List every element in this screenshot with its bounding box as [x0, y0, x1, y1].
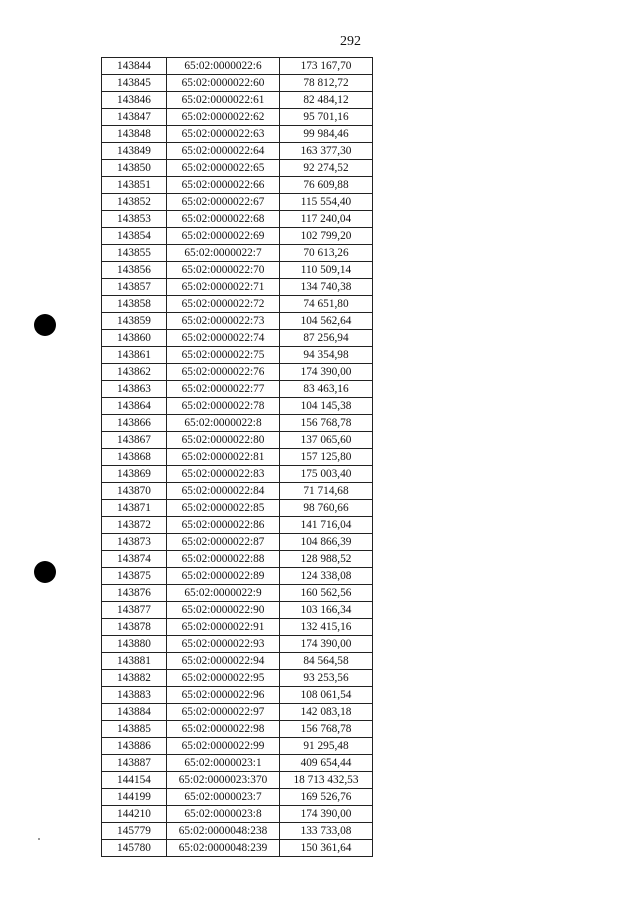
table-row: [102, 500, 373, 517]
cadastral-number-cell: 65:02:0000022:75: [167, 347, 280, 364]
row-number-cell: 143868: [102, 449, 167, 466]
row-number-cell: 143864: [102, 398, 167, 415]
table-row: [102, 687, 373, 704]
table-row: [102, 670, 373, 687]
binder-hole: [34, 314, 56, 336]
row-number-cell: 144154: [102, 772, 167, 789]
value-cell: 137 065,60: [280, 432, 373, 449]
table-row: [102, 126, 373, 143]
row-number-cell: 143885: [102, 721, 167, 738]
table-row: [102, 738, 373, 755]
table-row: [102, 381, 373, 398]
table-row: [102, 313, 373, 330]
table-row: [102, 704, 373, 721]
cadastral-number-cell: 65:02:0000022:62: [167, 109, 280, 126]
table-row: [102, 296, 373, 313]
table-row: [102, 772, 373, 789]
table-row: [102, 245, 373, 262]
scan-speck: [38, 838, 40, 840]
row-number-cell: 143852: [102, 194, 167, 211]
row-number-cell: 143846: [102, 92, 167, 109]
row-number-cell: 143863: [102, 381, 167, 398]
cadastral-number-cell: 65:02:0000023:8: [167, 806, 280, 823]
cadastral-number-cell: 65:02:0000022:87: [167, 534, 280, 551]
row-number-cell: 143880: [102, 636, 167, 653]
row-number-cell: 143849: [102, 143, 167, 160]
value-cell: 82 484,12: [280, 92, 373, 109]
value-cell: 173 167,70: [280, 58, 373, 75]
cadastral-number-cell: 65:02:0000022:93: [167, 636, 280, 653]
value-cell: 142 083,18: [280, 704, 373, 721]
value-cell: 128 988,52: [280, 551, 373, 568]
cadastral-number-cell: 65:02:0000022:70: [167, 262, 280, 279]
table-row: [102, 109, 373, 126]
table-row: [102, 211, 373, 228]
row-number-cell: 143882: [102, 670, 167, 687]
value-cell: 95 701,16: [280, 109, 373, 126]
value-cell: 175 003,40: [280, 466, 373, 483]
cadastral-number-cell: 65:02:0000022:78: [167, 398, 280, 415]
table-row: [102, 721, 373, 738]
value-cell: 174 390,00: [280, 806, 373, 823]
cadastral-number-cell: 65:02:0000022:96: [167, 687, 280, 704]
value-cell: 174 390,00: [280, 636, 373, 653]
row-number-cell: 143883: [102, 687, 167, 704]
row-number-cell: 143878: [102, 619, 167, 636]
cadastral-number-cell: 65:02:0000022:9: [167, 585, 280, 602]
row-number-cell: 143887: [102, 755, 167, 772]
table-row: [102, 449, 373, 466]
cadastral-number-cell: 65:02:0000022:60: [167, 75, 280, 92]
row-number-cell: 143874: [102, 551, 167, 568]
row-number-cell: 143848: [102, 126, 167, 143]
row-number-cell: 143855: [102, 245, 167, 262]
table-row: [102, 483, 373, 500]
value-cell: 87 256,94: [280, 330, 373, 347]
cadastral-number-cell: 65:02:0000022:95: [167, 670, 280, 687]
value-cell: 133 733,08: [280, 823, 373, 840]
value-cell: 18 713 432,53: [280, 772, 373, 789]
value-cell: 141 716,04: [280, 517, 373, 534]
value-cell: 103 166,34: [280, 602, 373, 619]
row-number-cell: 143851: [102, 177, 167, 194]
value-cell: 76 609,88: [280, 177, 373, 194]
table-row: [102, 636, 373, 653]
table-row: [102, 823, 373, 840]
row-number-cell: 143867: [102, 432, 167, 449]
table-row: [102, 143, 373, 160]
value-cell: 104 145,38: [280, 398, 373, 415]
cadastral-number-cell: 65:02:0000022:67: [167, 194, 280, 211]
value-cell: 115 554,40: [280, 194, 373, 211]
table-row: [102, 398, 373, 415]
value-cell: 110 509,14: [280, 262, 373, 279]
value-cell: 91 295,48: [280, 738, 373, 755]
table-row: [102, 466, 373, 483]
row-number-cell: 143872: [102, 517, 167, 534]
table-row: [102, 177, 373, 194]
table-row: [102, 585, 373, 602]
table-row: [102, 568, 373, 585]
cadastral-number-cell: 65:02:0000022:85: [167, 500, 280, 517]
value-cell: 160 562,56: [280, 585, 373, 602]
cadastral-number-cell: 65:02:0000022:91: [167, 619, 280, 636]
row-number-cell: 145780: [102, 840, 167, 857]
row-number-cell: 143854: [102, 228, 167, 245]
table-row: [102, 619, 373, 636]
table-row: [102, 789, 373, 806]
value-cell: 98 760,66: [280, 500, 373, 517]
cadastral-number-cell: 65:02:0000022:94: [167, 653, 280, 670]
value-cell: 163 377,30: [280, 143, 373, 160]
value-cell: 92 274,52: [280, 160, 373, 177]
value-cell: 156 768,78: [280, 721, 373, 738]
cadastral-number-cell: 65:02:0000022:66: [167, 177, 280, 194]
table-row: [102, 415, 373, 432]
cadastral-number-cell: 65:02:0000048:238: [167, 823, 280, 840]
cadastral-number-cell: 65:02:0000022:83: [167, 466, 280, 483]
cadastral-number-cell: 65:02:0000022:90: [167, 602, 280, 619]
cadastral-number-cell: 65:02:0000022:77: [167, 381, 280, 398]
cadastral-table: [101, 57, 373, 857]
cadastral-number-cell: 65:02:0000022:64: [167, 143, 280, 160]
table-row: [102, 58, 373, 75]
value-cell: 108 061,54: [280, 687, 373, 704]
cadastral-number-cell: 65:02:0000022:76: [167, 364, 280, 381]
table-row: [102, 432, 373, 449]
value-cell: 157 125,80: [280, 449, 373, 466]
row-number-cell: 144210: [102, 806, 167, 823]
page-number: 292: [340, 34, 361, 49]
table-row: [102, 517, 373, 534]
value-cell: 74 651,80: [280, 296, 373, 313]
value-cell: 71 714,68: [280, 483, 373, 500]
value-cell: 104 562,64: [280, 313, 373, 330]
row-number-cell: 144199: [102, 789, 167, 806]
cadastral-number-cell: 65:02:0000022:69: [167, 228, 280, 245]
value-cell: 132 415,16: [280, 619, 373, 636]
row-number-cell: 143871: [102, 500, 167, 517]
cadastral-number-cell: 65:02:0000022:86: [167, 517, 280, 534]
row-number-cell: 145779: [102, 823, 167, 840]
cadastral-number-cell: 65:02:0000022:72: [167, 296, 280, 313]
row-number-cell: 143884: [102, 704, 167, 721]
table-row: [102, 755, 373, 772]
value-cell: 169 526,76: [280, 789, 373, 806]
table-row: [102, 347, 373, 364]
row-number-cell: 143866: [102, 415, 167, 432]
row-number-cell: 143886: [102, 738, 167, 755]
value-cell: 93 253,56: [280, 670, 373, 687]
value-cell: 94 354,98: [280, 347, 373, 364]
cadastral-number-cell: 65:02:0000022:80: [167, 432, 280, 449]
table-row: [102, 228, 373, 245]
row-number-cell: 143862: [102, 364, 167, 381]
value-cell: 124 338,08: [280, 568, 373, 585]
row-number-cell: 143860: [102, 330, 167, 347]
cadastral-number-cell: 65:02:0000022:71: [167, 279, 280, 296]
value-cell: 409 654,44: [280, 755, 373, 772]
row-number-cell: 143875: [102, 568, 167, 585]
cadastral-number-cell: 65:02:0000022:68: [167, 211, 280, 228]
value-cell: 102 799,20: [280, 228, 373, 245]
row-number-cell: 143844: [102, 58, 167, 75]
value-cell: 104 866,39: [280, 534, 373, 551]
cadastral-number-cell: 65:02:0000022:73: [167, 313, 280, 330]
table-row: [102, 551, 373, 568]
cadastral-number-cell: 65:02:0000023:1: [167, 755, 280, 772]
value-cell: 156 768,78: [280, 415, 373, 432]
row-number-cell: 143857: [102, 279, 167, 296]
row-number-cell: 143859: [102, 313, 167, 330]
table-row: [102, 534, 373, 551]
row-number-cell: 143845: [102, 75, 167, 92]
table-row: [102, 840, 373, 857]
row-number-cell: 143858: [102, 296, 167, 313]
value-cell: 117 240,04: [280, 211, 373, 228]
value-cell: 78 812,72: [280, 75, 373, 92]
table-row: [102, 806, 373, 823]
cadastral-number-cell: 65:02:0000022:81: [167, 449, 280, 466]
cadastral-number-cell: 65:02:0000022:6: [167, 58, 280, 75]
row-number-cell: 143856: [102, 262, 167, 279]
row-number-cell: 143847: [102, 109, 167, 126]
cadastral-number-cell: 65:02:0000022:7: [167, 245, 280, 262]
row-number-cell: 143850: [102, 160, 167, 177]
cadastral-number-cell: 65:02:0000022:89: [167, 568, 280, 585]
value-cell: 150 361,64: [280, 840, 373, 857]
cadastral-number-cell: 65:02:0000022:8: [167, 415, 280, 432]
value-cell: 134 740,38: [280, 279, 373, 296]
cadastral-number-cell: 65:02:0000022:74: [167, 330, 280, 347]
value-cell: 174 390,00: [280, 364, 373, 381]
cadastral-number-cell: 65:02:0000048:239: [167, 840, 280, 857]
row-number-cell: 143853: [102, 211, 167, 228]
row-number-cell: 143873: [102, 534, 167, 551]
table-row: [102, 262, 373, 279]
row-number-cell: 143881: [102, 653, 167, 670]
cadastral-number-cell: 65:02:0000022:84: [167, 483, 280, 500]
cadastral-number-cell: 65:02:0000022:65: [167, 160, 280, 177]
row-number-cell: 143861: [102, 347, 167, 364]
table-row: [102, 75, 373, 92]
table-row: [102, 92, 373, 109]
value-cell: 99 984,46: [280, 126, 373, 143]
row-number-cell: 143870: [102, 483, 167, 500]
cadastral-number-cell: 65:02:0000022:88: [167, 551, 280, 568]
table-row: [102, 279, 373, 296]
cadastral-number-cell: 65:02:0000023:370: [167, 772, 280, 789]
cadastral-number-cell: 65:02:0000022:61: [167, 92, 280, 109]
table-row: [102, 364, 373, 381]
table-row: [102, 653, 373, 670]
cadastral-number-cell: 65:02:0000022:99: [167, 738, 280, 755]
cadastral-number-cell: 65:02:0000022:98: [167, 721, 280, 738]
row-number-cell: 143869: [102, 466, 167, 483]
value-cell: 70 613,26: [280, 245, 373, 262]
row-number-cell: 143877: [102, 602, 167, 619]
cadastral-number-cell: 65:02:0000023:7: [167, 789, 280, 806]
cadastral-number-cell: 65:02:0000022:63: [167, 126, 280, 143]
table-row: [102, 160, 373, 177]
binder-hole: [34, 561, 56, 583]
cadastral-number-cell: 65:02:0000022:97: [167, 704, 280, 721]
row-number-cell: 143876: [102, 585, 167, 602]
table-row: [102, 602, 373, 619]
value-cell: 84 564,58: [280, 653, 373, 670]
table-row: [102, 194, 373, 211]
value-cell: 83 463,16: [280, 381, 373, 398]
table-row: [102, 330, 373, 347]
